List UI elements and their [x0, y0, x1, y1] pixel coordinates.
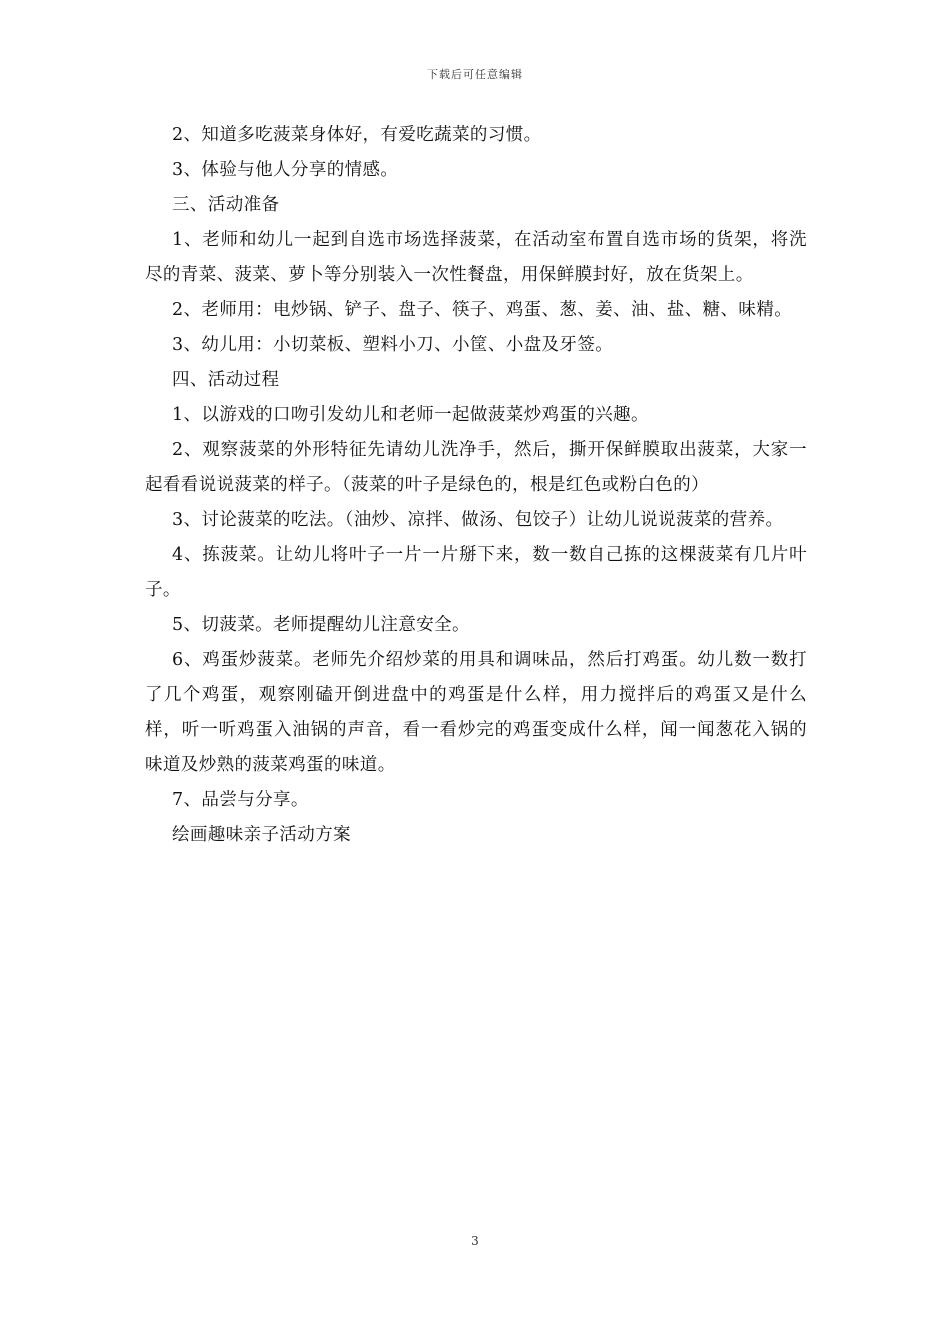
- section-heading-preparation: 三、活动准备: [172, 195, 280, 215]
- process-item-6: 6、鸡蛋炒菠菜。老师先介绍炒菜的用具和调味品，然后打鸡蛋。幼儿数一数打了几个鸡蛋，观察刚磕开倒进盘中的鸡蛋是什么样，用力搅拌后的鸡蛋又是什么样，听一听鸡蛋入油锅的声音，看一看炒完的鸡蛋变成什么样，闻一闻葱花入锅的味道及炒熟的菠菜鸡蛋的味道。: [145, 650, 807, 775]
- page-number: 3: [471, 1234, 479, 1248]
- process-item-7: 7、品尝与分享。: [172, 790, 309, 810]
- preparation-item-3: 3、幼儿用：小切菜板、塑料小刀、小筐、小盘及牙签。: [172, 335, 614, 355]
- process-item-2: 2、观察菠菜的外形特征先请幼儿洗净手，然后，撕开保鲜膜取出菠菜，大家一起看看说说菠菜的样子。（菠菜的叶子是绿色的，根是红色或粉白色的）: [145, 440, 807, 495]
- document-body: [145, 118, 807, 853]
- process-item-3: 3、讨论菠菜的吃法。（油炒、凉拌、做汤、包饺子）让幼儿说说菠菜的营养。: [172, 510, 784, 530]
- section-heading-process: 四、活动过程: [172, 370, 280, 390]
- preparation-item-1: 1、老师和幼儿一起到自选市场选择菠菜，在活动室布置自选市场的货架，将洗尽的青菜、菠菜、萝卜等分别装入一次性餐盘，用保鲜膜封好，放在货架上。: [145, 230, 807, 285]
- process-item-5: 5、切菠菜。老师提醒幼儿注意安全。: [172, 615, 470, 635]
- preparation-item-2: 2、老师用：电炒锅、铲子、盘子、筷子、鸡蛋、葱、姜、油、盐、糖、味精。: [172, 300, 793, 320]
- process-item-4: 4、拣菠菜。让幼儿将叶子一片一片掰下来，数一数自己拣的这棵菠菜有几片叶子。: [145, 545, 807, 600]
- goal-item-2: 2、知道多吃菠菜身体好，有爱吃蔬菜的习惯。: [172, 125, 542, 145]
- goal-item-3: 3、体验与他人分享的情感。: [172, 160, 399, 180]
- next-section-title: 绘画趣味亲子活动方案: [172, 825, 351, 845]
- page-header: 下载后可任意编辑: [427, 68, 523, 81]
- process-item-1: 1、以游戏的口吻引发幼儿和老师一起做菠菜炒鸡蛋的兴趣。: [172, 405, 649, 425]
